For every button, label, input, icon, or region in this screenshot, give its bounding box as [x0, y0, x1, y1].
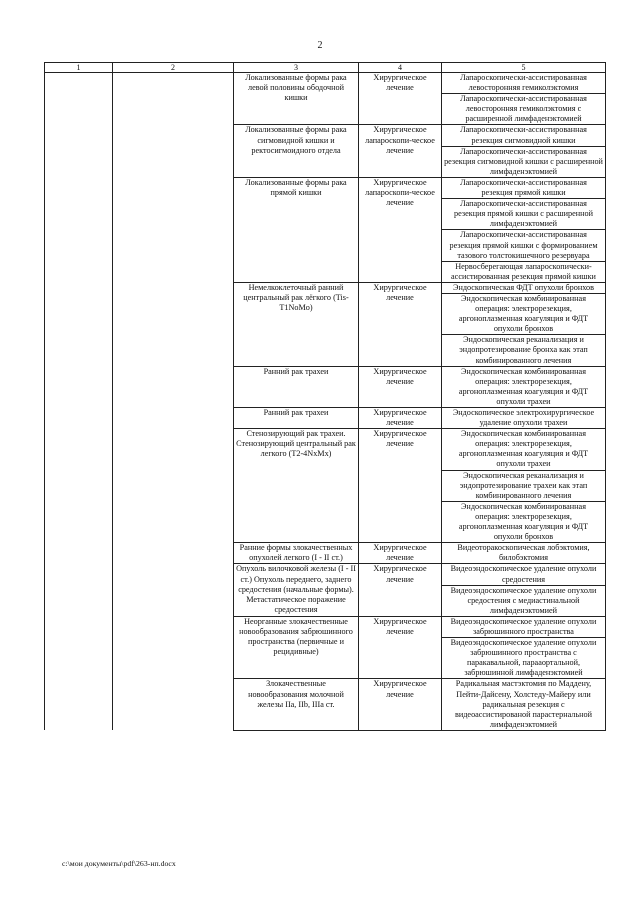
method-cell: Эндоскопическая ФДТ опухоли бронхов: [442, 282, 606, 293]
diagnosis-cell: Стенозирующий рак трахеи. Стенозирующий центральный рак легкого (T2-4NxMx): [234, 429, 359, 543]
cell-col-1: [45, 564, 113, 616]
table-row: [45, 564, 606, 585]
diagnosis-cell: Локализованные формы рака сигмовидной кишки и ректосигмоидного отдела: [234, 125, 359, 177]
table-row: [45, 366, 606, 407]
header-col-3: 3: [234, 63, 359, 73]
method-cell: Лапароскопически-ассистированная резекция прямой кишки с расширенной лимфаденэктомией: [442, 199, 606, 230]
header-col-5: 5: [442, 63, 606, 73]
diagnosis-cell: Ранний рак трахеи: [234, 366, 359, 407]
table-row: [45, 177, 606, 198]
header-col-2: 2: [113, 63, 234, 73]
header-col-4: 4: [359, 63, 442, 73]
table-row: [45, 429, 606, 470]
method-cell: Эндоскопическая комбинированная операция: электрорезекция, аргоноплазменная коагуляция и ФДТ опухоли трахеи: [442, 429, 606, 470]
cell-col-2: [113, 177, 234, 282]
diagnosis-cell: Локализованные формы рака левой половины ободочной кишки: [234, 73, 359, 125]
treatment-cell: Хирургическое лечение: [359, 429, 442, 543]
table-row: [45, 679, 606, 730]
treatment-cell: Хирургическое лечение: [359, 616, 442, 679]
method-cell: Эндоскопическая реканализация и эндопротезирование бронха как этап комбинированного лечения: [442, 335, 606, 366]
table-row: [45, 616, 606, 637]
cell-col-1: [45, 679, 113, 730]
procedures-table: [44, 62, 606, 731]
cell-col-1: [45, 408, 113, 429]
method-cell: Лапароскопически-ассистированная резекция прямой кишки с формированием тазового толстокишечного резервуара: [442, 230, 606, 261]
diagnosis-cell: Ранний рак трахеи: [234, 408, 359, 429]
cell-col-2: [113, 282, 234, 366]
cell-col-1: [45, 366, 113, 407]
cell-col-2: [113, 616, 234, 679]
method-cell: Лапароскопически-ассистированная резекция сигмовидной кишки: [442, 125, 606, 146]
cell-col-2: [113, 366, 234, 407]
method-cell: Эндоскопическая комбинированная операция: электрорезекция, аргоноплазменная коагуляция и ФДТ опухоли бронхов: [442, 501, 606, 542]
cell-col-1: [45, 177, 113, 282]
method-cell: Лапароскопически-ассистированная левосторонняя гемиколэктомия с расширенной лимфаденэктомией: [442, 94, 606, 125]
treatment-cell: Хирургическое лечение: [359, 408, 442, 429]
method-cell: Видеоэндоскопическое удаление опухоли забрюшинного пространства: [442, 616, 606, 637]
file-path-footer: c:\мои документы\pdf\263-нп.docx: [62, 859, 176, 868]
table-row: [45, 543, 606, 564]
treatment-cell: Хирургическое лапароскопи-ческое лечение: [359, 125, 442, 177]
treatment-cell: Хирургическое лечение: [359, 564, 442, 616]
method-cell: Видеоэндоскопическое удаление опухоли средостения с медиастинальной лимфаденэктомией: [442, 585, 606, 616]
cell-col-1: [45, 616, 113, 679]
cell-col-2: [113, 125, 234, 177]
method-cell: Эндоскопическая комбинированная операция: электрорезекция, аргоноплазменная коагуляция и ФДТ опухоли трахеи: [442, 366, 606, 407]
cell-col-2: [113, 73, 234, 125]
diagnosis-cell: Ранние формы злокачественных опухолей легкого (I - II ст.): [234, 543, 359, 564]
header-row: [45, 63, 606, 73]
cell-col-1: [45, 543, 113, 564]
cell-col-1: [45, 282, 113, 366]
treatment-cell: Хирургическое лапароскопи-ческое лечение: [359, 177, 442, 282]
method-cell: Лапароскопически-ассистированная резекция сигмовидной кишки с расширенной лимфаденэктомией: [442, 146, 606, 177]
cell-col-2: [113, 564, 234, 616]
page-number: 2: [317, 40, 323, 51]
cell-col-2: [113, 543, 234, 564]
diagnosis-cell: Немелкоклеточный ранний центральный рак лёгкого (Tis-T1NoMo): [234, 282, 359, 366]
cell-col-1: [45, 429, 113, 543]
method-cell: Видеоэндоскопическое удаление опухоли средостения: [442, 564, 606, 585]
cell-col-2: [113, 429, 234, 543]
table-row: [45, 73, 606, 94]
diagnosis-cell: Злокачественные новообразования молочной железы IIa, IIb, IIIa ст.: [234, 679, 359, 730]
method-cell: Лапароскопически-ассистированная левосторонняя гемиколэктомия: [442, 73, 606, 94]
method-cell: Нервосберегающая лапароскопически-ассистированная резекция прямой кишки: [442, 261, 606, 282]
method-cell: Эндоскопическая комбинированная операция: электрорезекция, аргоноплазменная коагуляция и ФДТ опухоли бронхов: [442, 293, 606, 334]
treatment-cell: Хирургическое лечение: [359, 366, 442, 407]
diagnosis-cell: Неорганные злокачественные новообразования забрюшинного пространства (первичные и рецидивные): [234, 616, 359, 679]
cell-col-2: [113, 408, 234, 429]
method-cell: Эндоскопическая реканализация и эндопротезирование трахеи как этап комбинированного лечения: [442, 470, 606, 501]
treatment-cell: Хирургическое лечение: [359, 282, 442, 366]
method-cell: Видеоторакоскопическая лобэктомия, билобэктомия: [442, 543, 606, 564]
header-col-1: 1: [45, 63, 113, 73]
method-cell: Видеоэндоскопическое удаление опухоли забрюшинного пространства с паракавальной, парааортальной, забрюшинной лимфаденэктомией: [442, 638, 606, 679]
table-body: [45, 73, 606, 731]
cell-col-1: [45, 125, 113, 177]
table-row: [45, 408, 606, 429]
method-cell: Эндоскопическое электрохирургическое удаление опухоли трахеи: [442, 408, 606, 429]
diagnosis-cell: Локализованные формы рака прямой кишки: [234, 177, 359, 282]
treatment-cell: Хирургическое лечение: [359, 73, 442, 125]
table-row: [45, 282, 606, 293]
method-cell: Радикальная мастэктомия по Маддену, Пейти-Дайсену, Холстеду-Майеру или радикальная резекция с видеоассистированой парастернальной лимфаденэктомией: [442, 679, 606, 730]
treatment-cell: Хирургическое лечение: [359, 543, 442, 564]
treatment-cell: Хирургическое лечение: [359, 679, 442, 730]
cell-col-1: [45, 73, 113, 125]
cell-col-2: [113, 679, 234, 730]
table-row: [45, 125, 606, 146]
method-cell: Лапароскопически-ассистированная резекция прямой кишки: [442, 177, 606, 198]
diagnosis-cell: Опухоль вилочковой железы (I - II ст.) Опухоль переднего, заднего средостения (начальные формы). Метастатическое поражение средостения: [234, 564, 359, 616]
